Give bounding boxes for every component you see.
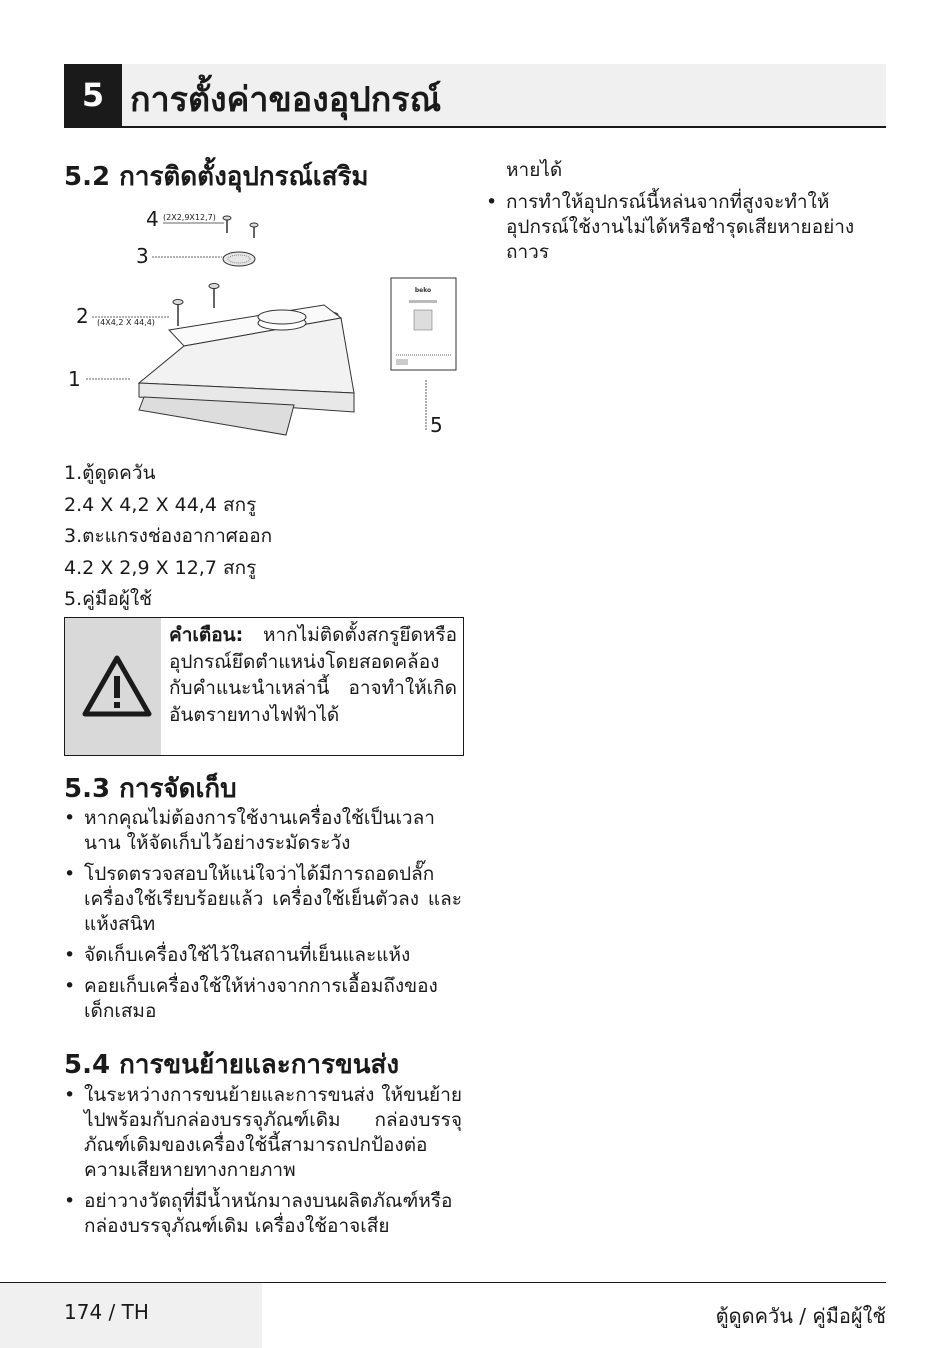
callout-2: 2 — [76, 304, 89, 328]
screw-2-size: (4X4,2 X 44,4) — [97, 318, 155, 327]
callout-3: 3 — [136, 244, 149, 268]
heading-5-2: 5.2 การติดตั้งอุปกรณ์เสริม — [64, 162, 369, 192]
cooker-hood-icon — [139, 305, 354, 435]
part-item: 2.4 X 4,2 X 44,4 สกรู — [64, 493, 257, 516]
heading-5-3: 5.3 การจัดเก็บ — [64, 774, 237, 804]
list-item: • หากคุณไม่ต้องการใช้งานเครื่องใช้เป็นเวลานาน ให้จัดเก็บไว้อย่างระมัดระวัง — [64, 807, 435, 854]
callout-4: 4 — [146, 207, 159, 231]
parts-list — [64, 458, 272, 616]
continued-text: หายได้ — [506, 159, 563, 181]
user-manual-icon — [391, 278, 456, 370]
list-item: • อย่าวางวัตถุที่มีน้ำหนักมาลงบนผลิตภัณฑ์หรือกล่องบรรจุภัณฑ์เดิม เครื่องใช้อาจเสีย — [64, 1190, 453, 1237]
manual-brand: beko — [414, 287, 432, 294]
section-number: 5 — [64, 64, 122, 126]
part-item: 4.2 X 2,9 X 12,7 สกรู — [64, 556, 257, 579]
list-item: • จัดเก็บเครื่องใช้ไว้ในสถานที่เย็นและแห้ง — [64, 944, 411, 966]
transport-bullet-list-continued — [486, 190, 886, 271]
warning-label: คำเตือน: — [169, 624, 244, 646]
warning-triangle-icon — [65, 618, 161, 755]
vent-grille-icon — [223, 252, 255, 266]
warning-text — [169, 622, 457, 728]
callout-5: 5 — [430, 413, 443, 437]
small-screw-icon — [223, 216, 258, 238]
list-item: • ในระหว่างการขนย้ายและการขนส่ง ให้ขนย้ายไปพร้อมกับกล่องบรรจุภัณฑ์เดิม กล่องบรรจุภัณฑ์เดิมของเครื่องใช้นี้สามารถปกป้องต่อความเสียหายทางกายภาพ — [64, 1084, 462, 1181]
list-item: • การทำให้อุปกรณ์นี้หล่นจากที่สูงจะทำให้อุปกรณ์ใช้งานไม่ได้หรือชำรุดเสียหายอย่างถาวร — [486, 191, 855, 263]
page-number: 174 / TH — [64, 1300, 149, 1324]
warning-icon-cell — [65, 618, 161, 755]
part-item: 1.ตู้ดูดควัน — [64, 462, 156, 484]
storage-bullet-list — [64, 806, 462, 1030]
part-item: 3.ตะแกรงช่องอากาศออก — [64, 525, 273, 547]
section-header — [64, 64, 886, 128]
warning-body: หากไม่ติดตั้งสกรูยึดหรืออุปกรณ์ยึดตำแหน่งโดยสอดคล้องกับคำแนะนำเหล่านี้ อาจทำให้เกิดอันตรายทางไฟฟ้าได้ — [169, 624, 457, 726]
heading-5-4: 5.4 การขนย้ายและการขนส่ง — [64, 1050, 400, 1080]
list-item: • โปรดตรวจสอบให้แน่ใจว่าได้มีการถอดปลั๊กเครื่องใช้เรียบร้อยแล้ว เครื่องใช้เย็นตัวลง และแห้งสนิท — [64, 863, 462, 935]
callout-1: 1 — [68, 367, 81, 391]
list-item: • คอยเก็บเครื่องใช้ให้ห่างจากการเอื้อมถึงของเด็กเสมอ — [64, 975, 438, 1022]
warning-box — [64, 617, 464, 756]
part-item: 5.คู่มือผู้ใช้ — [64, 588, 153, 610]
transport-bullet-list — [64, 1083, 462, 1245]
footer-title: ตู้ดูดควัน / คู่มือผู้ใช้ — [715, 1304, 886, 1328]
section-title: การตั้งค่าของอุปกรณ์ — [130, 80, 442, 120]
screw-4-size: (2X2,9X12,7) — [163, 213, 216, 222]
accessories-diagram — [64, 200, 474, 445]
